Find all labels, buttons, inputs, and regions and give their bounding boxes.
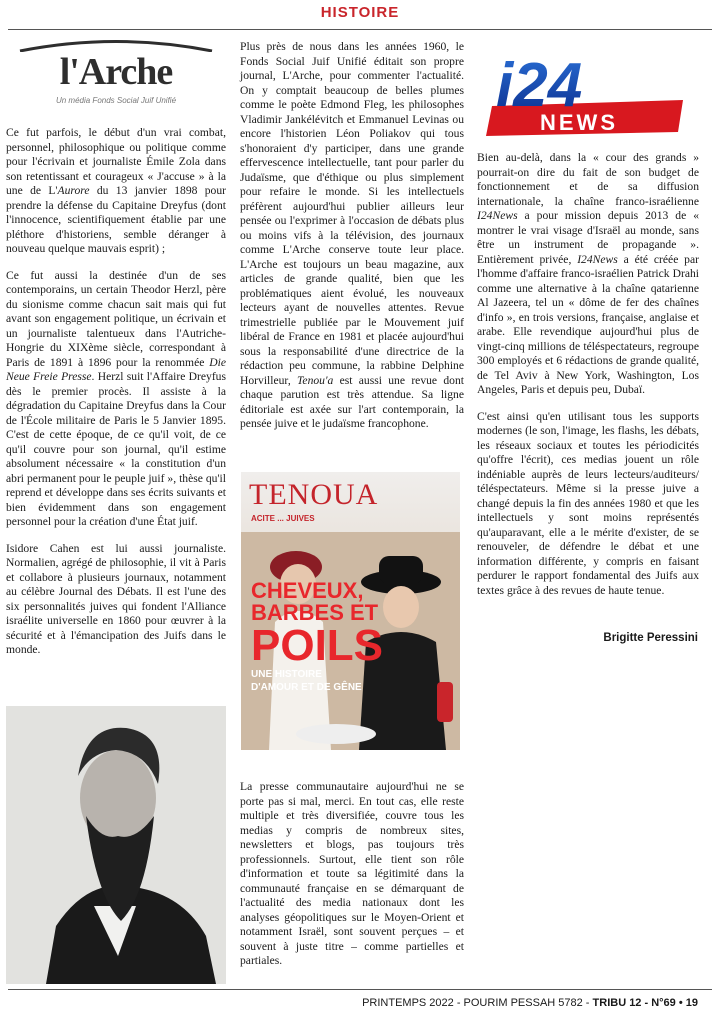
larche-logo [8,38,224,108]
bottom-rule [8,989,712,990]
page-footer: PRINTEMPS 2022 - POURIM PESSAH 5782 - TRIBU 12 - N°69 • 19 [362,997,698,1009]
i24-wordmark: i24 [496,51,583,120]
column-2-bottom [240,780,464,981]
paragraph-cahen: Isidore Cahen est lui aussi journaliste. Normalien, agrégé de philosophie, il vit à Paris et collabore à plusieurs journaux, notamment au célèbre Journal des Débats. Il est l'une des six personnalités juives qui fondent l'Alliance israélite universelle en 1860 pour œuvrer à la sécurité et à l'émancipation des Juifs dans le monde. [6,541,226,656]
news-wordmark: NEWS [540,110,618,135]
author-signature: Brigitte Peressini [603,632,698,644]
herzl-portrait-photo [6,706,226,984]
cover-masthead: TENOUA [249,478,379,511]
paragraph-presse-communautaire: La presse communautaire aujourd'hui ne se porte pas si mal, merci. En tout cas, elle reste multiple et très diversifiée, couvre tous les medias y compris de nombreux sites, newsletters et blogs, pas toujours très professionnels. Surtout, elle tient son rôle d'information et toute sa légitimité dans la communauté française en se démarquant de l'actualité des media nationaux dont les analyses géopolitiques sur le Moyen-Orient et notamment Israël, sont souvent perçues – et souvent à juste titre – comme partielles et partiales. [240,780,464,967]
cover-headline-1: CHEVEUX, [251,578,364,603]
cover-tagline-1: UNE HISTOIRE [251,669,322,680]
tenoua-magazine-cover [241,472,460,750]
paragraph-larche-tenoua: Plus près de nous dans les années 1960, le Fonds Social Juif Unifié éditait son propre journal, L'Arche, pour commenter l'actualité. On y comptait beaucoup de belles plumes comme le poète Edmond Fleg, les philosophes Vladimir Jankélévitch et Emmanuel Levinas ou encore l'historien Léon Poliakov qui tous s'honoraient d'y participer, dans une grande effervescence intellectuelle, tant pour parler du Judaïsme, que d'éthique ou plus simplement pour refaire le monde. Si les intellectuels préfèrent aujourd'hui publier ailleurs leur pensée ou l'exprimer à l'occasion de débats plus ou moins vifs à la télévision, des journaux comme L'Arche conserve toute leur place. L'Arche est toujours un beau magazine, aux articles de grande qualité, bien que les problématiques aient évolué, les nouveaux lecteurs ayant de nouvelles attentes. Revue trimestrielle publiée par le Mouvement juif libéral de France en 1981 et placée aujourd'hui sous la responsabilité d'une directrice de la rédaction peu commune, la rabbine Delphine Horvilleur, Tenou'a est aussi une revue dont chaque parution est très attendue. Sa ligne éditoriale est axée sur l'art contemporain, la pensée juive et le judaïsme francophone. [240,40,464,430]
i24news-logo-graphic [478,46,697,138]
i24news-logo [478,46,697,138]
section-title: HISTOIRE [320,4,400,21]
column-3 [477,151,699,610]
cover-headline-3: POILS [251,621,384,670]
paragraph-zola: Ce fut parfois, le début d'un vrai combat, personnel, philosophique ou politique comme pour l'écrivain et journaliste Émile Zola dans son retentissant et courageux « J'accuse » à la une de L'Aurore du 13 janvier 1898 pour prendre la défense du Capitaine Dreyfus (dont l'innocence, scientifiquement établie par une pléthore d'historiens, semble déranger à nouveau quelque mauvais esprit) ; [6,126,226,255]
cover-headline-2: BARBES ET [251,600,379,625]
larche-wordmark: l'Arche [59,51,173,93]
cover-tagline-2: D'AMOUR ET DE GÊNE [251,682,362,693]
column-2 [240,40,464,444]
larche-tagline: Un média Fonds Social Juif Unifié [55,96,177,105]
column-1 [6,126,226,670]
top-rule [8,29,712,30]
cover-masthead-sub: ACITE ... JUIVES [251,514,315,523]
paragraph-conclusion: C'est ainsi qu'en utilisant tous les supports modernes (le son, l'image, les flashs, les débats, les réseaux sociaux et toutes les périodicités qu'offre l'écrit), ces medias jouent un rôle indéniable auprès de leurs lecteurs/auditeurs/ téléspectateurs. Même si la presse juive a changé depuis la fin des années 1980 et que les intellectuels y sont moins représentés qu'auparavant, elle a le mérite d'exister, de se renouveler, de défendre le débat et une information différente, y compris en faisant perdurer le rapport fondamental des Juifs aux textes grâce à des revues de haute tenue. [477,409,699,597]
paragraph-i24news: Bien au-delà, dans la « cour des grands » pourrait-on dire du fait de son budget de fonctionnement et de sa diffusion internationale, la chaîne franco-israélienne I24News a pour mission depuis 2013 de « montrer le vrai visage d'Israël au monde, sans être un instrument de propagande ». Entièrement privée, I24News a été créée par l'homme d'affaire franco-israélien Patrick Drahi comme une alternative à la chaîne qatarienne Al Jazeera, tel un « dôme de fer des chaînes d'info », en trois versions, française, anglaise et arabe. Elle revendique aujourd'hui plus de vingt-cinq millions de téléspectateurs, regroupe 300 employés et 6 rédactions de grande qualité, de Tel Aviv à New York, Washington, Los Angeles, Paris et depuis peu, Dubaï. [477,151,699,396]
paragraph-herzl: Ce fut aussi la destinée d'un de ses contemporains, un certain Theodor Herzl, père du sionisme comme chacun sait mais qui fut avant son engagement politique, un écrivain et un journaliste talentueux dans l'Autriche-Hongrie du XIXème siècle, correspondant à Paris de 1891 à 1896 pour la renommée Die Neue Freie Presse. Herzl suit l'Affaire Dreyfus dès le premier procès. Il assiste à la dégradation du Capitaine Dreyfus dans la Cour de l'École militaire de Paris le 5 Janvier 1895. C'est de cette époque, de ce qu'il voit, de ce qu'il couvre pour son journal, qu'il estime absolument nécessaire « la constitution d'un abri permanent pour le peuple juif », thèse qu'il reprend et développe dans ses écrits suivants et bien évidemment dans son engagement personnel pour la création d'une État juif. [6,268,226,528]
